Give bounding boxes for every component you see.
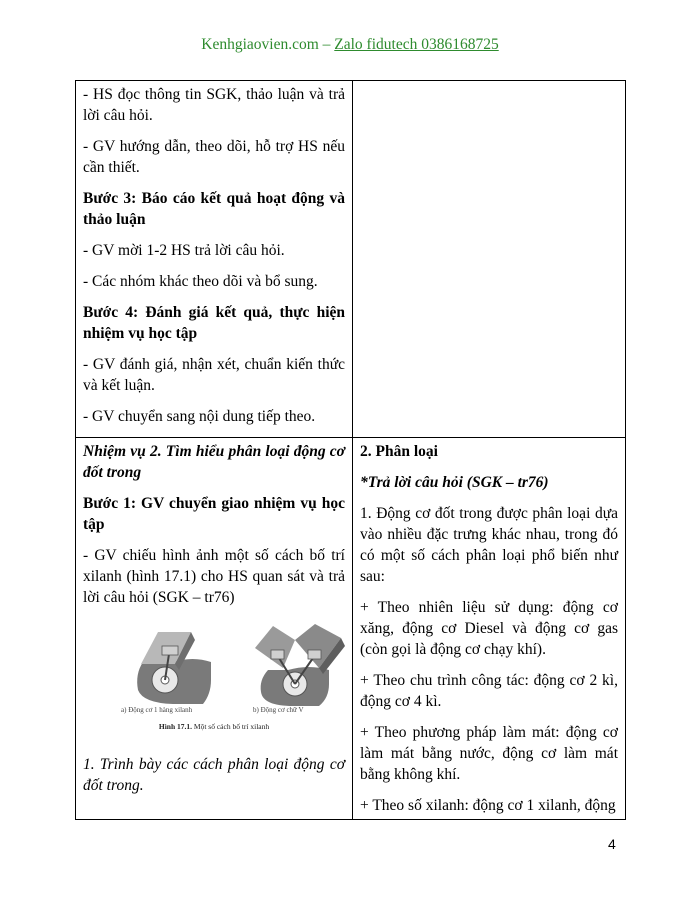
engine-figure xyxy=(83,618,345,740)
contact-link[interactable]: Zalo fidutech 0386168725 xyxy=(334,36,499,53)
paragraph: - HS đọc thông tin SGK, thảo luận và trả lời câu hỏi. xyxy=(83,86,345,124)
paragraph: + Theo chu trình công tác: động cơ 2 kì, động cơ 4 kì. xyxy=(360,672,618,710)
row2-left-cell xyxy=(76,438,353,820)
site-name: Kenhgiaovien.com xyxy=(201,36,319,53)
figure-caption-b: b) Động cơ chữ V xyxy=(253,706,304,714)
paragraph: - GV chuyển sang nội dung tiếp theo. xyxy=(83,408,316,425)
figure-caption-a: a) Động cơ 1 hàng xilanh xyxy=(121,706,193,714)
paragraph: - GV đánh giá, nhận xét, chuẩn kiến thức và kết luận. xyxy=(83,356,345,394)
figure-caption xyxy=(83,716,345,737)
step-heading: Bước 3: Báo cáo kết quả hoạt động và thảo luận xyxy=(83,190,345,228)
paragraph: + Theo nhiên liệu sử dụng: động cơ xăng, động cơ Diesel và động cơ gas (còn gọi là động cơ chạy khí). xyxy=(360,599,618,658)
task-heading: Nhiệm vụ 2. Tìm hiểu phân loại động cơ đốt trong xyxy=(83,443,345,481)
paragraph: + Theo số xilanh: động cơ 1 xilanh, động xyxy=(360,797,616,814)
page-number: 4 xyxy=(608,836,616,852)
paragraph: - GV mời 1-2 HS trả lời câu hỏi. xyxy=(83,242,285,259)
answer-title: *Trả lời câu hỏi (SGK – tr76) xyxy=(360,474,549,491)
table-row xyxy=(76,81,626,438)
v-engine-drawing xyxy=(255,624,345,706)
inline-engine-drawing xyxy=(137,632,211,704)
section-heading: 2. Phân loại xyxy=(360,443,438,460)
lesson-table xyxy=(75,80,626,820)
row1-left-cell xyxy=(76,81,353,438)
paragraph: - Các nhóm khác theo dõi và bổ sung. xyxy=(83,273,318,290)
step-heading: Bước 1: GV chuyển giao nhiệm vụ học tập xyxy=(83,495,345,533)
page-header xyxy=(0,36,700,54)
figure-label: Hình 17.1. xyxy=(158,722,193,731)
header-separator: – xyxy=(318,36,335,53)
step-heading: Bước 4: Đánh giá kết quả, thực hiện nhiệm vụ học tập xyxy=(83,304,345,342)
row2-right-cell xyxy=(353,438,626,820)
row1-right-cell xyxy=(353,81,626,438)
table-row xyxy=(76,438,626,820)
figure-caption-text: Một số cách bố trí xilanh xyxy=(192,722,270,731)
question: 1. Trình bày các cách phân loại động cơ đốt trong. xyxy=(83,756,345,794)
paragraph: - GV hướng dẫn, theo dõi, hỗ trợ HS nếu cần thiết. xyxy=(83,138,345,176)
paragraph: 1. Động cơ đốt trong được phân loại dựa vào nhiều đặc trưng khác nhau, trong đó có một số cách phân loại phổ biến như sau: xyxy=(360,505,618,585)
paragraph: + Theo phương pháp làm mát: động cơ làm mát bằng nước, động cơ làm mát bằng không khí. xyxy=(360,724,618,783)
paragraph: - GV chiếu hình ảnh một số cách bố trí xilanh (hình 17.1) cho HS quan sát và trả lời câu hỏi (SGK – tr76) xyxy=(83,547,345,606)
